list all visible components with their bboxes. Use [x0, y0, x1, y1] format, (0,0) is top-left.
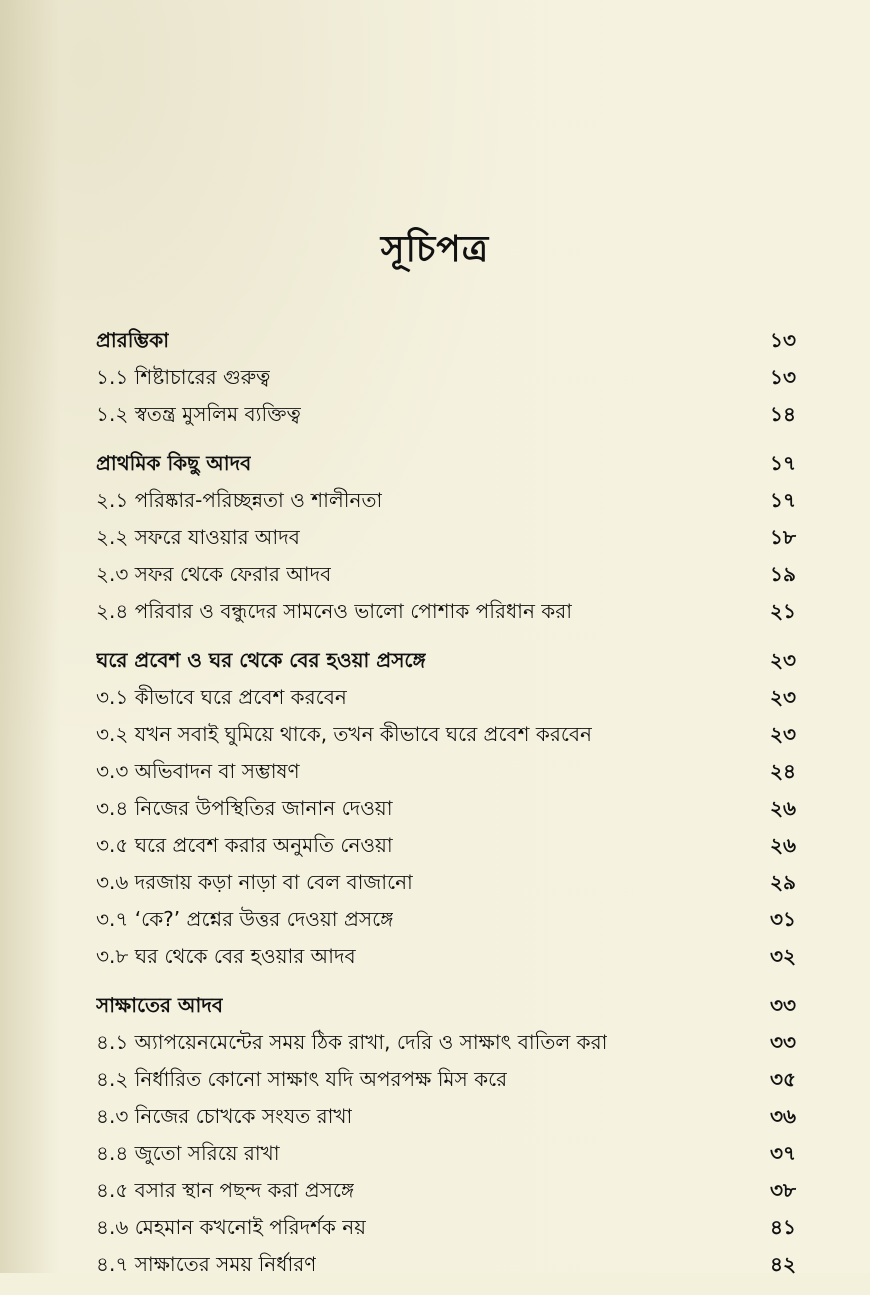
toc-entry-label: ৩.১ কীভাবে ঘরে প্রবেশ করবেন: [96, 685, 347, 709]
toc-page-number: ১৮: [770, 525, 796, 549]
toc-entry: [96, 1024, 796, 1061]
toc-page-number: ২৩: [769, 722, 796, 746]
toc-entry-label: ২.৪ পরিবার ও বন্ধুদের সামনেও ভালো পোশাক পরিধান করা: [96, 599, 573, 623]
page-title: সূচিপত্র: [380, 229, 490, 270]
toc-heading-label: সাক্ষাতের আদব: [96, 993, 223, 1017]
toc-page-number: ৩৭: [769, 1141, 796, 1165]
toc-entry: [96, 359, 796, 396]
toc-chapter-2: [96, 445, 796, 630]
toc-chapter-heading: [96, 322, 796, 359]
toc-entry-label: ৩.৫ ঘরে প্রবেশ করার অনুমতি নেওয়া: [96, 833, 393, 857]
toc-page-number: ১৩: [770, 328, 796, 352]
toc-entry-label: ১.১ শিষ্টাচারের গুরুত্ব: [96, 365, 271, 389]
toc-page-number: ১৩: [770, 365, 796, 389]
toc-entry-label: ৩.২ যখন সবাই ঘুমিয়ে থাকে, তখন কীভাবে ঘরে প্রবেশ করবেন: [96, 722, 592, 746]
toc-entry-label: ৪.৬ মেহমান কখনোই পরিদর্শক নয়: [96, 1215, 366, 1239]
toc-entry-label: ৩.৪ নিজের উপস্থিতির জানান দেওয়া: [96, 796, 393, 820]
toc-page-number: ৪১: [770, 1215, 796, 1239]
toc-page-number: ১৭: [770, 488, 796, 512]
toc-entry: [96, 396, 796, 433]
toc-page-number: ২৩: [769, 648, 796, 672]
toc-entry-label: ২.২ সফরে যাওয়ার আদব: [96, 525, 300, 549]
toc-page-number: ২৬: [769, 796, 796, 820]
toc-entry: [96, 753, 796, 790]
toc-heading-label: প্রাথমিক কিছু আদব: [96, 451, 252, 475]
toc-page-number: ৩৮: [770, 1178, 796, 1202]
toc-entry: [96, 679, 796, 716]
toc-entry: [96, 716, 796, 753]
toc-page-number: ১৯: [770, 562, 796, 586]
toc-page-number: ১৭: [770, 451, 796, 475]
toc-entry-label: ৪.৪ জুতো সরিয়ে রাখা: [96, 1141, 280, 1165]
toc-entry: [96, 827, 796, 864]
toc-entry-label: ৪.৫ বসার স্থান পছন্দ করা প্রসঙ্গে: [96, 1178, 355, 1202]
toc-entry: [96, 1061, 796, 1098]
toc-entry: [96, 938, 796, 975]
toc-page-number: ৩১: [770, 907, 796, 931]
toc-entry: [96, 519, 796, 556]
toc-entry: [96, 1209, 796, 1246]
toc-entry: [96, 482, 796, 519]
toc-entry-label: ৩.৭ ‘কে?’ প্রশ্নের উত্তর দেওয়া প্রসঙ্গে: [96, 907, 394, 931]
toc-entry-label: ৩.৬ দরজায় কড়া নাড়া বা বেল বাজানো: [96, 870, 413, 894]
toc-page-number: ৩২: [769, 944, 796, 968]
toc-entry: [96, 593, 796, 630]
toc-page-number: ৩৩: [769, 993, 796, 1017]
toc-chapter-heading: [96, 987, 796, 1024]
toc-chapter-4: [96, 987, 796, 1283]
table-of-contents: [96, 322, 796, 1295]
toc-page-number: ২১: [770, 599, 796, 623]
toc-entry: [96, 901, 796, 938]
page-fold-shadow: [0, 0, 60, 1273]
toc-entry-label: ১.২ স্বতন্ত্র মুসলিম ব্যক্তিত্ব: [96, 402, 301, 426]
toc-page-number: ২৪: [770, 759, 796, 783]
toc-entry: [96, 1135, 796, 1172]
toc-entry: [96, 1098, 796, 1135]
toc-page-number: ৩৬: [769, 1104, 796, 1128]
toc-entry-label: ২.১ পরিষ্কার-পরিচ্ছন্নতা ও শালীনতা: [96, 488, 383, 512]
toc-entry-label: ৩.৮ ঘর থেকে বের হওয়ার আদব: [96, 944, 356, 968]
toc-entry: [96, 556, 796, 593]
toc-page-number: ৩৫: [770, 1067, 796, 1091]
toc-page-number: ৩৩: [769, 1030, 796, 1054]
toc-page-number: ২৩: [769, 685, 796, 709]
toc-entry-label: ৪.৩ নিজের চোখকে সংযত রাখা: [96, 1104, 353, 1128]
toc-entry-label: ৪.২ নির্ধারিত কোনো সাক্ষাৎ যদি অপরপক্ষ মিস করে: [96, 1067, 508, 1091]
toc-chapter-3: [96, 642, 796, 975]
toc-page-number: ২৯: [770, 870, 796, 894]
toc-entry-label: ৪.৭ সাক্ষাতের সময় নির্ধারণ: [96, 1252, 317, 1276]
toc-entry-label: ২.৩ সফর থেকে ফেরার আদব: [96, 562, 332, 586]
toc-page-number: ১৪: [770, 402, 796, 426]
toc-heading-label: প্রারম্ভিকা: [96, 328, 170, 352]
toc-entry-label: ৪.১ অ্যাপয়েনমেন্টের সময় ঠিক রাখা, দেরি ও সাক্ষাৎ বাতিল করা: [96, 1030, 608, 1054]
toc-chapter-heading: [96, 445, 796, 482]
toc-heading-label: ঘরে প্রবেশ ও ঘর থেকে বের হওয়া প্রসঙ্গে: [96, 648, 426, 672]
toc-entry: [96, 1172, 796, 1209]
toc-entry: [96, 864, 796, 901]
toc-entry-label: ৩.৩ অভিবাদন বা সম্ভাষণ: [96, 759, 300, 783]
toc-entry: [96, 1246, 796, 1283]
toc-chapter-1: [96, 322, 796, 433]
toc-page-number: ৪২: [770, 1252, 796, 1276]
toc-page-number: ২৬: [769, 833, 796, 857]
toc-entry: [96, 790, 796, 827]
toc-chapter-heading: [96, 642, 796, 679]
